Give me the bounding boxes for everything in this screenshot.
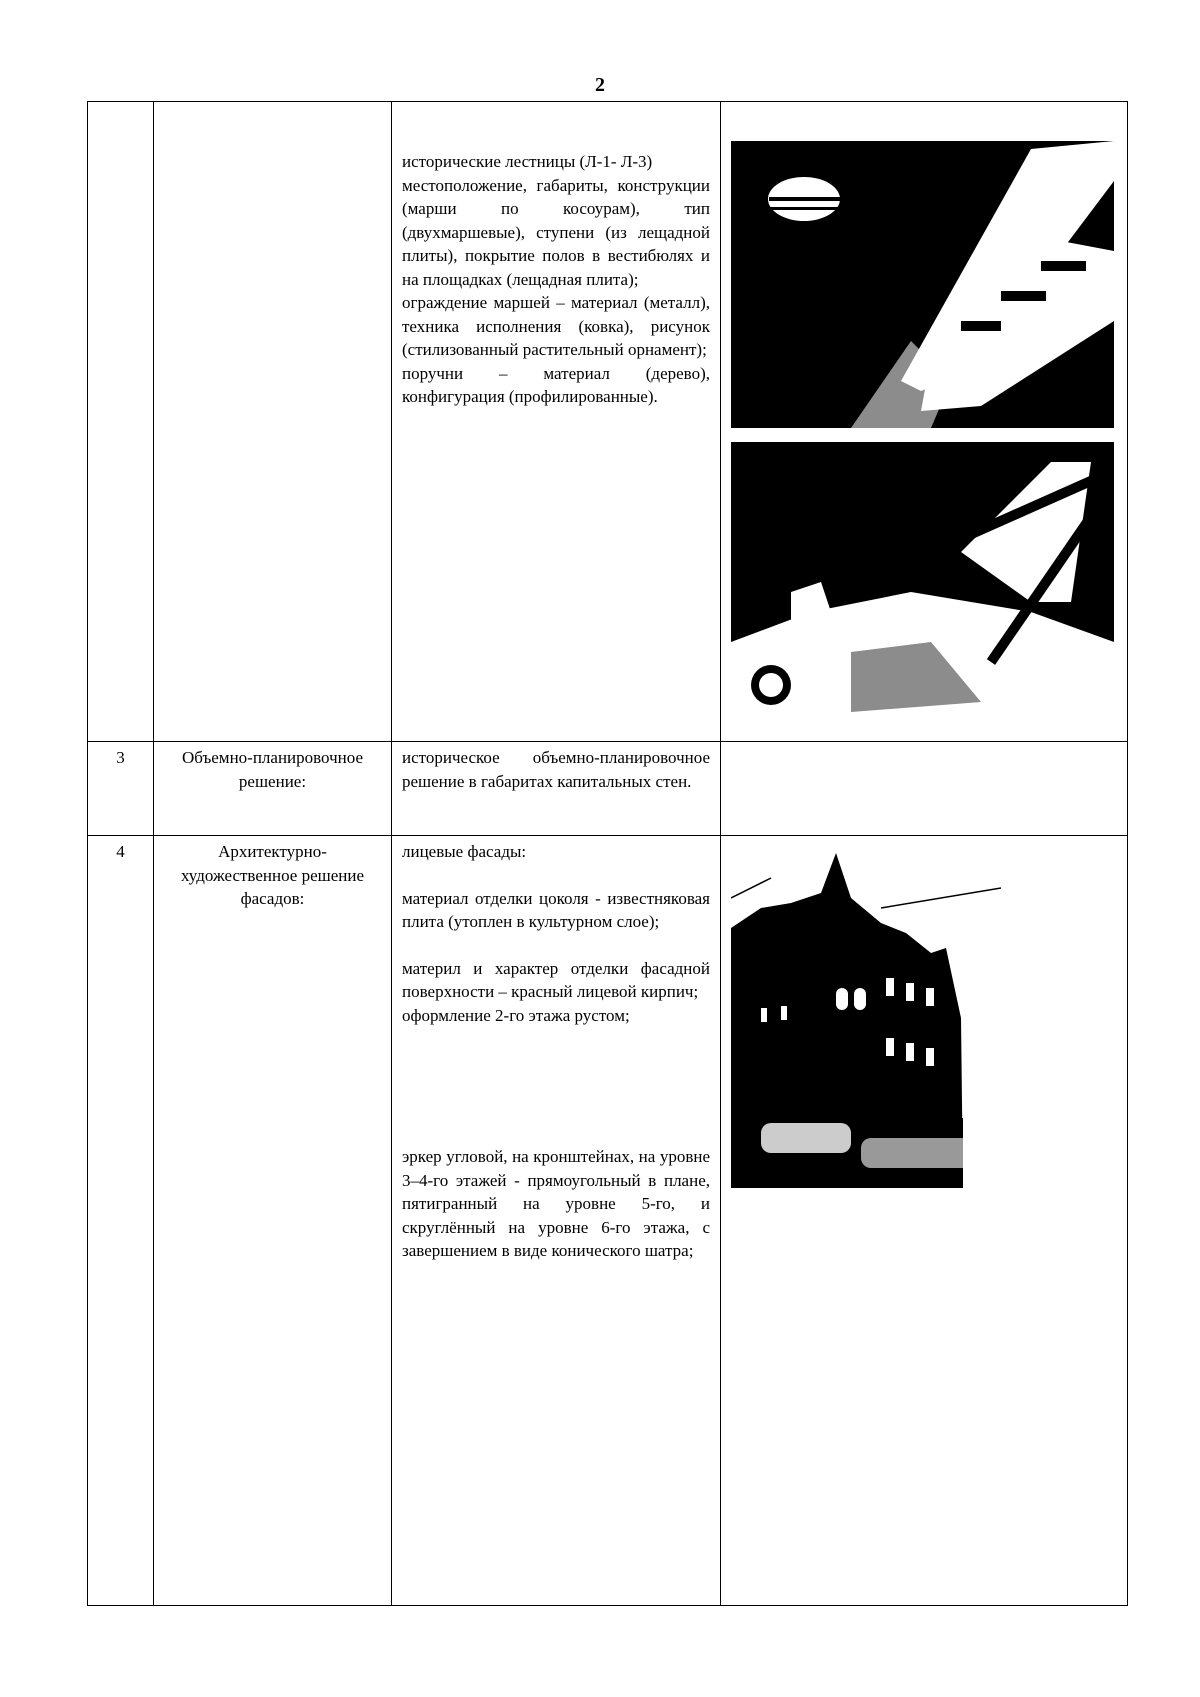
table-row <box>88 836 1128 1606</box>
description-line: эркер угловой, на кронштейнах, на уровне 3–4-го этажей - прямоугольный в плане, пятигранный на уровне 5-го, и скруглённый на уровне 6-го этажа, с завершением в виде конического шатра; <box>402 1147 710 1260</box>
row-name-cell: Объемно-планировочное решение: <box>154 742 392 836</box>
row-number-cell <box>88 102 154 742</box>
row-photo-cell <box>721 102 1128 742</box>
row-photo-cell <box>721 742 1128 836</box>
document-table <box>87 101 1128 1606</box>
row-number-cell: 4 <box>88 836 154 1606</box>
table-row <box>88 742 1128 836</box>
description-line: историческое объемно-планировочное решение в габаритах капитальных стен. <box>402 748 710 791</box>
description-line: материал отделки цоколя - известняковая плита (утоплен в культурном слое); <box>402 888 710 931</box>
row-name-cell: Архитектурно-художественное решение фасадов: <box>154 836 392 1606</box>
description-line: поручни – материал (дерево), конфигурация (профилированные). <box>402 363 710 406</box>
row-number-cell: 3 <box>88 742 154 836</box>
table-row <box>88 102 1128 742</box>
row-description-cell <box>392 836 721 1606</box>
staircase-photo-2 <box>731 442 1114 729</box>
description-line: материл и характер отделки фасадной поверхности – красный лицевой кирпич; <box>402 958 710 1001</box>
description-line: исторические лестницы (Л-1- Л-3) <box>402 152 653 171</box>
description-line: ограждение маршей – материал (металл), техника исполнения (ковка), рисунок (стилизованный растительный орнамент); <box>402 293 710 359</box>
page-number: 2 <box>595 74 605 96</box>
description-line: лицевые фасады: <box>402 842 527 861</box>
row-description-cell <box>392 102 721 742</box>
row-name-cell <box>154 102 392 742</box>
facade-photo <box>731 838 1001 1188</box>
staircase-photo-1 <box>731 141 1114 428</box>
row-photo-cell <box>721 836 1128 1606</box>
row-description-cell <box>392 742 721 836</box>
description-line: оформление 2-го этажа рустом; <box>402 1005 630 1025</box>
description-line: местоположение, габариты, конструкции (марши по косоурам), тип (двухмаршевые), ступени (из лещадной плиты), покрытие полов в вестибюлях и на площадках (лещадная плита); <box>402 175 710 289</box>
